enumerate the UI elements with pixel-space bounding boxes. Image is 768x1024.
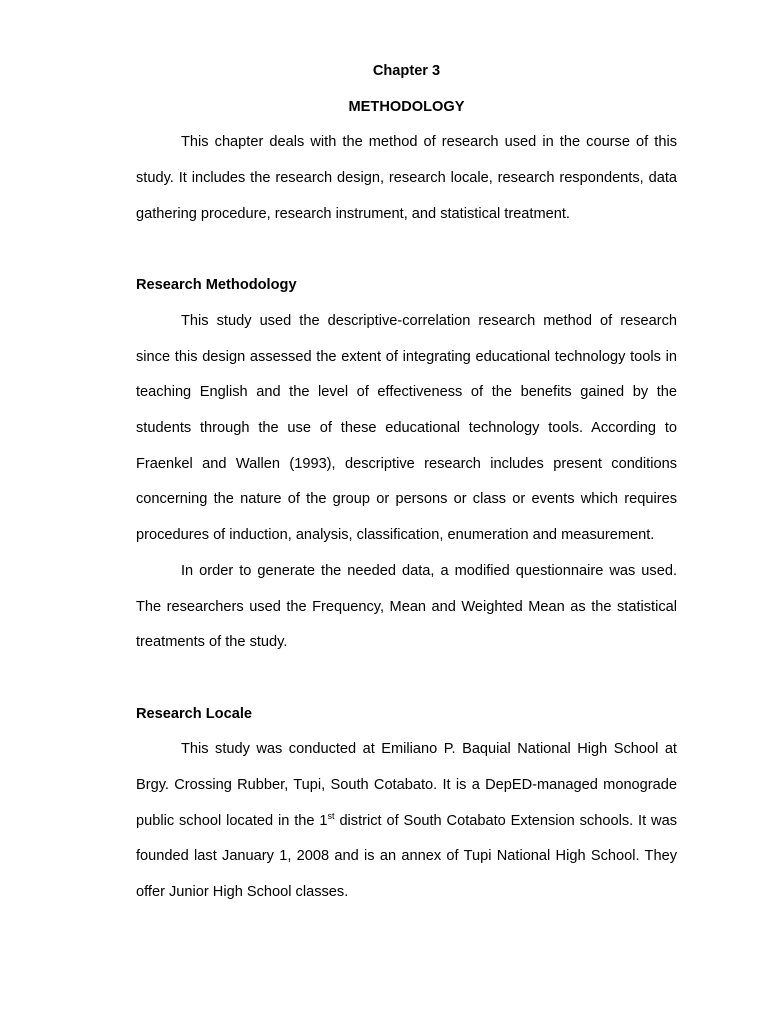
ordinal-suffix: st [327,810,335,821]
research-methodology-paragraph-2: In order to generate the needed data, a modified questionnaire was used. The researchers used the Frequency, Mean and Weighted Mean as the statistical treatments of the study. [136,562,677,651]
document-page [136,54,677,911]
locale-text-start: This study was conducted at Emiliano P. Baquial National High School at Brgy. Crossing Rubber, Tupi, South Cotabato. It is a DepED-managed monograde public school located in the 1 [136,741,677,829]
locale-text-end: district of South Cotabato Extension schools. It was founded last January 1, 2008 and is an annex of Tupi National High School. They offer Junior High School classes. [136,812,677,901]
section-spacer [136,232,677,268]
research-methodology-heading: Research Methodology [136,277,297,294]
section-spacer [136,661,677,697]
research-methodology-paragraph-1: This study used the descriptive-correlation research method of research since this design assessed the extent of integrating educational technology tools in teaching English and the level of effectiveness of the benefits gained by the students through the use of these educational technology tools. According to Fraenkel and Wallen (1993), descriptive research includes present conditions concerning the nature of the group or persons or class or events which requires procedures of induction, analysis, classification, enumeration and measurement. [136,312,677,544]
chapter-title: METHODOLOGY [348,98,465,115]
intro-paragraph: This chapter deals with the method of research used in the course of this study. It includes the research design, research locale, research respondents, data gathering procedure, research instrument, and statistical treatment. [136,134,677,222]
research-locale-heading: Research Locale [136,705,253,722]
chapter-label: Chapter 3 [372,63,441,79]
research-locale-paragraph [136,732,677,911]
